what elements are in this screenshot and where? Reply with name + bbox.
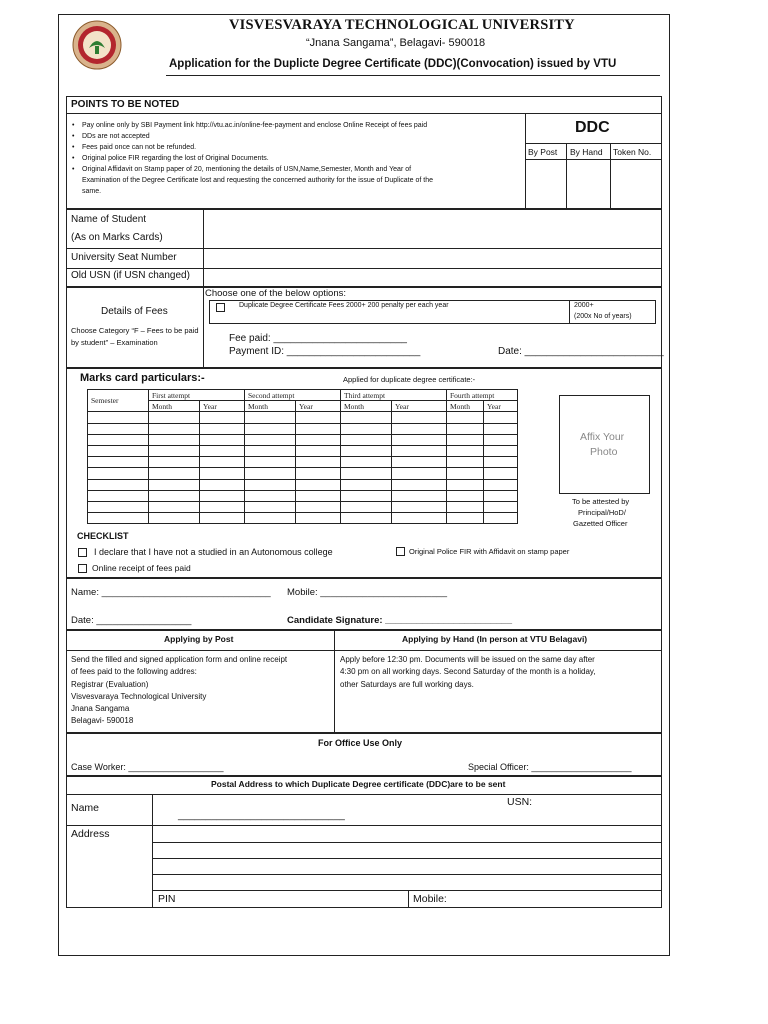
checklist-autonomous-checkbox[interactable] — [78, 548, 87, 557]
point-item: • Pay online only by SBI Payment link http://vtu.ac.in/online-fee-payment and enclose Online Receipt of fees paid — [70, 120, 525, 131]
marks-cell[interactable] — [245, 479, 296, 490]
marks-cell[interactable] — [341, 457, 392, 468]
marks-cell[interactable] — [447, 457, 484, 468]
old-usn-input[interactable] — [205, 269, 660, 286]
points-heading: POINTS TO BE NOTED — [71, 99, 180, 110]
marks-cell[interactable] — [245, 412, 296, 423]
ddc-by-hand: By Hand — [570, 147, 603, 157]
marks-cell[interactable] — [149, 490, 200, 501]
point-item: • Original Affidavit on Stamp paper of 20, mentioning the details of USN,Name,Semester, Month and Year of — [70, 164, 525, 175]
checklist-receipt-checkbox[interactable] — [78, 564, 87, 573]
marks-cell[interactable] — [341, 513, 392, 524]
marks-cell[interactable] — [149, 412, 200, 423]
points-list — [70, 120, 525, 175]
marks-cell[interactable] — [447, 412, 484, 423]
marks-cell[interactable] — [200, 445, 245, 456]
university-address: “Jnana Sangama”, Belagavi- 590018 — [306, 37, 486, 49]
marks-cell[interactable] — [88, 479, 149, 490]
marks-cell[interactable] — [296, 468, 341, 479]
photo-text: Photo — [590, 446, 618, 458]
checklist-fir-checkbox[interactable] — [396, 547, 405, 556]
postal-name-label: Name — [71, 802, 100, 814]
marks-cell[interactable] — [149, 457, 200, 468]
marks-cell[interactable] — [447, 501, 484, 512]
marks-cell[interactable] — [447, 490, 484, 501]
postal-name-line[interactable]: ______________________________ — [178, 810, 345, 821]
marks-sub-year: Year — [484, 401, 518, 412]
checklist-item: Online receipt of fees paid — [92, 563, 191, 573]
marks-cell[interactable] — [88, 412, 149, 423]
marks-cell[interactable] — [392, 501, 447, 512]
marks-cell[interactable] — [484, 445, 518, 456]
fee-paid-field[interactable]: Fee paid: ________________________ — [229, 333, 407, 344]
postal-mobile-label: Mobile: — [413, 893, 447, 905]
marks-col-third: Third attempt — [341, 390, 447, 401]
usn-label: University Seat Number — [71, 252, 177, 263]
marks-cell[interactable] — [447, 479, 484, 490]
marks-cell[interactable] — [149, 468, 200, 479]
marks-cell[interactable] — [149, 445, 200, 456]
fee-option-text: Duplicate Degree Certificate Fees 2000+ 200 penalty per each year — [239, 302, 449, 309]
marks-cell[interactable] — [200, 423, 245, 434]
checklist-item: I declare that I have not a studied in an Autonomous college — [94, 547, 333, 557]
marks-row — [88, 423, 518, 434]
student-name-sub: (As on Marks Cards) — [71, 232, 163, 243]
marks-cell[interactable] — [447, 423, 484, 434]
case-worker-field[interactable]: Case Worker: ___________________ — [71, 762, 224, 772]
marks-cell[interactable] — [296, 412, 341, 423]
marks-cell[interactable] — [200, 490, 245, 501]
marks-cell[interactable] — [200, 513, 245, 524]
marks-cell[interactable] — [484, 513, 518, 524]
marks-cell[interactable] — [484, 412, 518, 423]
fees-choose: Choose one of the below options: — [205, 288, 347, 299]
point-item: • Original police FIR regarding the lost of Original Documents. — [70, 153, 525, 164]
point-item-cont: same. — [82, 188, 102, 195]
marks-cell[interactable] — [88, 513, 149, 524]
office-title: For Office Use Only — [318, 738, 403, 748]
postal-address-input[interactable] — [154, 827, 660, 889]
fee-amount-sub: (200x No of years) — [574, 313, 632, 320]
marks-cell[interactable] — [200, 412, 245, 423]
marks-cell[interactable] — [149, 479, 200, 490]
marks-cell[interactable] — [88, 423, 149, 434]
marks-row — [88, 479, 518, 490]
marks-applied: Applied for duplicate degree certificate:- — [343, 375, 476, 384]
marks-cell[interactable] — [200, 479, 245, 490]
marks-row — [88, 513, 518, 524]
attest-note: Gazetted Officer — [573, 519, 628, 528]
marks-cell[interactable] — [149, 501, 200, 512]
marks-sub-month: Month — [149, 401, 200, 412]
marks-table — [87, 389, 518, 524]
marks-sub-month: Month — [245, 401, 296, 412]
marks-cell[interactable] — [245, 434, 296, 445]
marks-cell[interactable] — [392, 434, 447, 445]
marks-cell[interactable] — [149, 423, 200, 434]
marks-cell[interactable] — [149, 434, 200, 445]
marks-row — [88, 468, 518, 479]
marks-sub-year: Year — [392, 401, 447, 412]
ddc-by-post: By Post — [528, 147, 558, 157]
marks-cell[interactable] — [341, 445, 392, 456]
marks-cell[interactable] — [392, 423, 447, 434]
marks-cell[interactable] — [245, 513, 296, 524]
ddc-title: DDC — [575, 119, 610, 136]
apply-post-heading: Applying by Post — [164, 634, 234, 644]
point-item: • Fees paid once can not be refunded. — [70, 142, 525, 153]
marks-cell[interactable] — [296, 434, 341, 445]
marks-row — [88, 445, 518, 456]
marks-cell[interactable] — [88, 434, 149, 445]
marks-cell[interactable] — [245, 468, 296, 479]
marks-cell[interactable] — [200, 468, 245, 479]
marks-cell[interactable] — [392, 513, 447, 524]
checklist-item: Original Police FIR with Affidavit on stamp paper — [409, 547, 570, 556]
fee-amount: 2000+ — [574, 302, 594, 309]
marks-cell[interactable] — [341, 423, 392, 434]
marks-cell[interactable] — [200, 457, 245, 468]
marks-cell[interactable] — [341, 468, 392, 479]
marks-cell[interactable] — [296, 423, 341, 434]
postal-address-label: Address — [71, 828, 110, 840]
marks-cell[interactable] — [484, 468, 518, 479]
marks-cell[interactable] — [296, 490, 341, 501]
photo-box — [559, 395, 650, 494]
attest-note: Principal/HoD/ — [578, 508, 626, 517]
marks-cell[interactable] — [296, 457, 341, 468]
marks-cell[interactable] — [245, 445, 296, 456]
marks-cell[interactable] — [245, 423, 296, 434]
marks-row — [88, 412, 518, 423]
marks-cell[interactable] — [296, 445, 341, 456]
marks-sub-month: Month — [341, 401, 392, 412]
marks-cell[interactable] — [484, 501, 518, 512]
marks-col-second: Second attempt — [245, 390, 341, 401]
marks-cell[interactable] — [447, 434, 484, 445]
marks-cell[interactable] — [200, 501, 245, 512]
marks-cell[interactable] — [341, 412, 392, 423]
form-subtitle: Application for the Duplicte Degree Certificate (DDC)(Convocation) issued by VTU — [169, 58, 617, 70]
marks-cell[interactable] — [88, 457, 149, 468]
marks-cell[interactable] — [341, 434, 392, 445]
marks-cell[interactable] — [392, 468, 447, 479]
marks-cell[interactable] — [447, 468, 484, 479]
payment-id-field[interactable]: Payment ID: ________________________ — [229, 346, 421, 357]
student-name-input[interactable] — [205, 211, 660, 247]
marks-cell[interactable] — [341, 501, 392, 512]
marks-cell[interactable] — [341, 479, 392, 490]
marks-col-semester: Semester — [88, 390, 149, 412]
marks-cell[interactable] — [484, 457, 518, 468]
sign-date-field[interactable]: Date: __________________ — [71, 615, 192, 626]
marks-cell[interactable] — [484, 479, 518, 490]
marks-cell[interactable] — [296, 479, 341, 490]
marks-cell[interactable] — [88, 490, 149, 501]
marks-cell[interactable] — [149, 513, 200, 524]
marks-title: Marks card particulars:- — [80, 372, 205, 384]
marks-sub-year: Year — [296, 401, 341, 412]
apply-hand-text: Apply before 12:30 pm. Documents will be issued on the same day after 4:30 pm on all working days. Second Saturday of the month is a holiday, other Saturdays are full working days. — [340, 655, 596, 689]
fee-date-field[interactable]: Date: _________________________ — [498, 346, 664, 357]
postal-pin-label: PIN — [158, 893, 176, 905]
marks-cell[interactable] — [245, 490, 296, 501]
fees-note: Choose Category “F – Fees to be paid by student” – Examination — [71, 326, 199, 347]
marks-row — [88, 490, 518, 501]
usn-input[interactable] — [205, 250, 660, 267]
marks-sub-month: Month — [447, 401, 484, 412]
checklist-title: CHECKLIST — [77, 531, 129, 541]
candidate-signature-field[interactable]: Candidate Signature: ________________________ — [287, 615, 512, 626]
marks-cell[interactable] — [392, 457, 447, 468]
marks-cell[interactable] — [392, 490, 447, 501]
marks-cell[interactable] — [484, 423, 518, 434]
marks-sub-year: Year — [200, 401, 245, 412]
marks-col-first: First attempt — [149, 390, 245, 401]
sign-name-field[interactable]: Name: ________________________________ — [71, 587, 271, 598]
marks-cell[interactable] — [484, 490, 518, 501]
ddc-token-no: Token No. — [613, 147, 652, 157]
point-item: • DDs are not accepted — [70, 131, 525, 142]
vtu-seal-logo — [72, 20, 122, 70]
marks-cell[interactable] — [296, 501, 341, 512]
marks-cell[interactable] — [447, 513, 484, 524]
marks-cell[interactable] — [447, 445, 484, 456]
marks-row — [88, 434, 518, 445]
marks-cell[interactable] — [484, 434, 518, 445]
marks-cell[interactable] — [245, 501, 296, 512]
photo-text: Affix Your — [580, 431, 625, 443]
point-item-cont: Examination of the Degree Certificate lost and requesting the concerned authority for the issue of Duplicate of the — [82, 177, 433, 184]
marks-cell[interactable] — [341, 490, 392, 501]
marks-row — [88, 457, 518, 468]
postal-title: Postal Address to which Duplicate Degree certificate (DDC)are to be sent — [211, 779, 506, 789]
fees-label: Details of Fees — [101, 306, 168, 317]
marks-cell[interactable] — [88, 468, 149, 479]
postal-usn-label: USN: — [507, 796, 533, 808]
marks-cell[interactable] — [88, 445, 149, 456]
attest-note: To be attested by — [572, 497, 630, 506]
fee-option-checkbox[interactable] — [216, 303, 225, 312]
marks-cell[interactable] — [245, 457, 296, 468]
marks-cell[interactable] — [392, 412, 447, 423]
sign-mobile-field[interactable]: Mobile: ________________________ — [287, 587, 448, 598]
old-usn-label: Old USN (if USN changed) — [71, 270, 190, 281]
marks-cell[interactable] — [392, 445, 447, 456]
marks-cell[interactable] — [88, 501, 149, 512]
student-name-label: Name of Student — [71, 214, 147, 225]
university-name: VISVESVARAYA TECHNOLOGICAL UNIVERSITY — [229, 17, 575, 33]
marks-row — [88, 501, 518, 512]
special-officer-field[interactable]: Special Officer: ____________________ — [468, 762, 632, 772]
apply-hand-heading: Applying by Hand (In person at VTU Belagavi) — [402, 634, 588, 644]
apply-post-text: Send the filled and signed application form and online receipt of fees paid to the following addres: Registrar (Evaluation) Visvesvaraya Technological University Jnana Sangama Belagavi- 590018 — [71, 655, 288, 726]
marks-col-fourth: Fourth attempt — [447, 390, 518, 401]
marks-cell[interactable] — [200, 434, 245, 445]
marks-cell[interactable] — [392, 479, 447, 490]
marks-cell[interactable] — [296, 513, 341, 524]
